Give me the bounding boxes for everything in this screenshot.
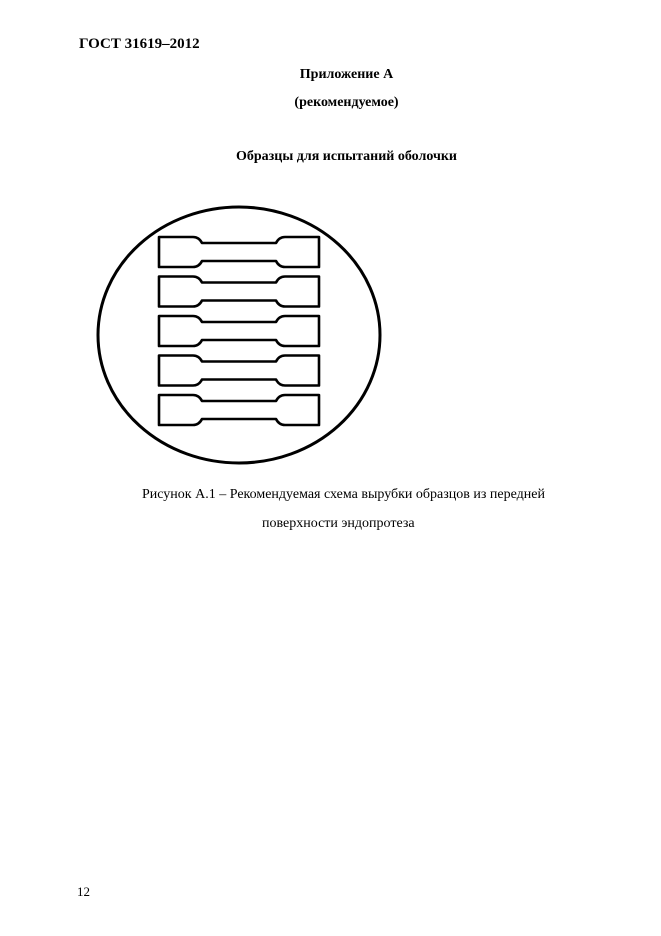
figure-caption-line-2: поверхности эндопротеза bbox=[262, 516, 415, 531]
page-number: 12 bbox=[77, 884, 90, 899]
specimen-cutting-figure bbox=[95, 203, 385, 469]
specimen-outline bbox=[159, 277, 319, 307]
specimen-outline bbox=[159, 395, 319, 425]
specimen-outline bbox=[159, 316, 319, 346]
specimen-outline bbox=[159, 237, 319, 267]
annex-status: (рекомендуемое) bbox=[294, 95, 399, 110]
annex-title: Приложение А bbox=[299, 67, 394, 82]
specimen-diagram bbox=[95, 203, 385, 469]
document-code: ГОСТ 31619–2012 bbox=[79, 36, 200, 52]
shell-outline bbox=[98, 207, 380, 463]
section-title: Образцы для испытаний оболочки bbox=[236, 149, 457, 164]
specimen-outline bbox=[159, 356, 319, 386]
figure-caption-line-1: Рисунок А.1 – Рекомендуемая схема вырубки образцов из передней bbox=[142, 487, 545, 502]
